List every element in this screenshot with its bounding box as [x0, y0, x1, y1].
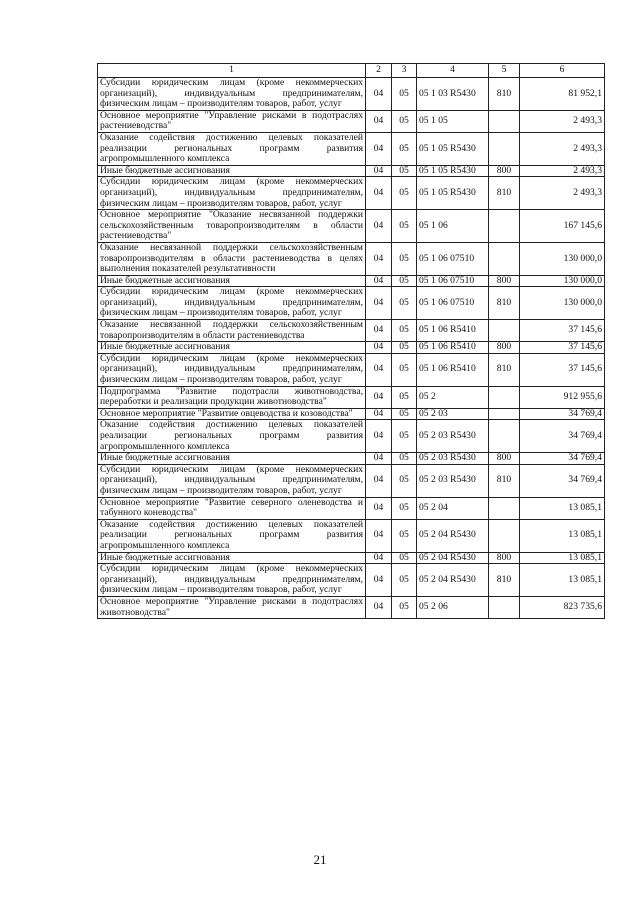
row-target-code-cell: 05 1 06 [417, 210, 489, 243]
row-subsection-cell: 05 [392, 464, 417, 497]
row-amount-cell: 13 085,1 [520, 564, 605, 597]
table-row [98, 519, 605, 552]
row-section-cell: 04 [366, 132, 392, 165]
row-name-cell: Основное мероприятие "Управление рисками в подотраслях растениеводства" [98, 110, 366, 132]
table-row [98, 320, 605, 342]
table-row [98, 564, 605, 597]
table-row [98, 110, 605, 132]
row-expense-type-cell [489, 408, 520, 420]
row-name-cell: Иные бюджетные ассигнования [98, 275, 366, 287]
row-name-cell: Оказание содействия достижению целевых показателей реализации региональных программ развития агропромышленного комплекса [98, 519, 366, 552]
row-expense-type-cell [489, 320, 520, 342]
row-amount-cell: 37 145,6 [520, 342, 605, 354]
row-target-code-cell: 05 2 03 R5430 [417, 420, 489, 453]
row-target-code-cell: 05 1 06 07510 [417, 287, 489, 320]
row-name-cell: Оказание содействия достижению целевых показателей реализации региональных программ развития агропромышленного комплекса [98, 420, 366, 453]
row-expense-type-cell [489, 519, 520, 552]
row-section-cell: 04 [366, 320, 392, 342]
row-section-cell: 04 [366, 78, 392, 111]
row-amount-cell: 167 145,6 [520, 210, 605, 243]
table-row [98, 177, 605, 210]
header-cell-expense-type: 5 [489, 64, 520, 78]
row-expense-type-cell [489, 386, 520, 408]
row-expense-type-cell [489, 596, 520, 618]
table-row [98, 287, 605, 320]
row-expense-type-cell [489, 497, 520, 519]
table-row [98, 386, 605, 408]
row-subsection-cell: 05 [392, 242, 417, 275]
row-target-code-cell: 05 2 06 [417, 596, 489, 618]
row-section-cell: 04 [366, 110, 392, 132]
row-expense-type-cell: 800 [489, 275, 520, 287]
row-section-cell: 04 [366, 165, 392, 177]
row-name-cell: Субсидии юридическим лицам (кроме некоммерческих организаций), индивидуальным предпринимателям, физическим лицам – производителям товаров, работ, услуг [98, 464, 366, 497]
row-subsection-cell: 05 [392, 287, 417, 320]
row-target-code-cell: 05 1 06 R5410 [417, 342, 489, 354]
row-name-cell: Основное мероприятие "Развитие северного оленеводства и табунного коневодства" [98, 497, 366, 519]
table-row [98, 242, 605, 275]
row-target-code-cell: 05 2 04 R5430 [417, 552, 489, 564]
row-subsection-cell: 05 [392, 420, 417, 453]
row-target-code-cell: 05 1 06 07510 [417, 242, 489, 275]
row-subsection-cell: 05 [392, 564, 417, 597]
row-section-cell: 04 [366, 420, 392, 453]
row-expense-type-cell: 800 [489, 165, 520, 177]
row-target-code-cell: 05 1 03 R5430 [417, 78, 489, 111]
row-section-cell: 04 [366, 353, 392, 386]
table-row [98, 132, 605, 165]
row-name-cell: Иные бюджетные ассигнования [98, 552, 366, 564]
row-subsection-cell: 05 [392, 165, 417, 177]
row-amount-cell: 37 145,6 [520, 353, 605, 386]
budget-table-page [97, 63, 604, 619]
header-cell-target: 4 [417, 64, 489, 78]
row-name-cell: Иные бюджетные ассигнования [98, 342, 366, 354]
row-name-cell: Подпрограмма "Развитие подотрасли животноводства, переработки и реализации продукции животноводства" [98, 386, 366, 408]
row-name-cell: Иные бюджетные ассигнования [98, 165, 366, 177]
row-name-cell: Субсидии юридическим лицам (кроме некоммерческих организаций), индивидуальным предпринимателям, физическим лицам – производителям товаров, работ, услуг [98, 177, 366, 210]
row-section-cell: 04 [366, 497, 392, 519]
budget-table [97, 63, 605, 619]
row-section-cell: 04 [366, 464, 392, 497]
row-expense-type-cell: 810 [489, 287, 520, 320]
table-row [98, 408, 605, 420]
table-row [98, 78, 605, 111]
row-expense-type-cell: 810 [489, 353, 520, 386]
row-name-cell: Субсидии юридическим лицам (кроме некоммерческих организаций), индивидуальным предпринимателям, физическим лицам – производителям товаров, работ, услуг [98, 564, 366, 597]
row-amount-cell: 2 493,3 [520, 165, 605, 177]
row-expense-type-cell: 810 [489, 464, 520, 497]
row-target-code-cell: 05 2 04 [417, 497, 489, 519]
row-subsection-cell: 05 [392, 342, 417, 354]
row-target-code-cell: 05 1 05 R5430 [417, 165, 489, 177]
row-section-cell: 04 [366, 210, 392, 243]
row-amount-cell: 34 769,4 [520, 420, 605, 453]
row-amount-cell: 2 493,3 [520, 177, 605, 210]
row-subsection-cell: 05 [392, 552, 417, 564]
row-name-cell: Субсидии юридическим лицам (кроме некоммерческих организаций), индивидуальным предпринимателям, физическим лицам – производителям товаров, работ, услуг [98, 287, 366, 320]
row-subsection-cell: 05 [392, 210, 417, 243]
row-section-cell: 04 [366, 242, 392, 275]
row-subsection-cell: 05 [392, 453, 417, 465]
row-amount-cell: 34 769,4 [520, 408, 605, 420]
row-amount-cell: 2 493,3 [520, 110, 605, 132]
row-target-code-cell: 05 2 03 R5430 [417, 453, 489, 465]
row-expense-type-cell [489, 132, 520, 165]
row-section-cell: 04 [366, 552, 392, 564]
row-amount-cell: 2 493,3 [520, 132, 605, 165]
row-section-cell: 04 [366, 519, 392, 552]
row-target-code-cell: 05 1 06 R5410 [417, 353, 489, 386]
row-amount-cell: 37 145,6 [520, 320, 605, 342]
row-section-cell: 04 [366, 453, 392, 465]
page-number: 21 [313, 852, 327, 867]
row-subsection-cell: 05 [392, 408, 417, 420]
header-cell-amount: 6 [520, 64, 605, 78]
row-expense-type-cell: 810 [489, 78, 520, 111]
row-section-cell: 04 [366, 275, 392, 287]
row-target-code-cell: 05 1 05 [417, 110, 489, 132]
row-expense-type-cell: 800 [489, 342, 520, 354]
row-section-cell: 04 [366, 596, 392, 618]
row-name-cell: Основное мероприятие "Развитие овцеводства и козоводства" [98, 408, 366, 420]
row-section-cell: 04 [366, 386, 392, 408]
row-target-code-cell: 05 2 04 R5430 [417, 564, 489, 597]
row-subsection-cell: 05 [392, 275, 417, 287]
row-target-code-cell: 05 2 03 [417, 408, 489, 420]
row-expense-type-cell: 800 [489, 552, 520, 564]
row-name-cell: Основное мероприятие "Управление рисками в подотраслях животноводства" [98, 596, 366, 618]
table-row [98, 552, 605, 564]
row-section-cell: 04 [366, 287, 392, 320]
row-target-code-cell: 05 2 03 R5430 [417, 464, 489, 497]
row-name-cell: Оказание содействия достижению целевых показателей реализации региональных программ развития агропромышленного комплекса [98, 132, 366, 165]
header-cell-section: 2 [366, 64, 392, 78]
table-row [98, 275, 605, 287]
row-name-cell: Оказание несвязанной поддержки сельскохозяйственным товаропроизводителям в области растениеводства [98, 320, 366, 342]
row-section-cell: 04 [366, 408, 392, 420]
table-row [98, 453, 605, 465]
row-amount-cell: 130 000,0 [520, 242, 605, 275]
row-amount-cell: 130 000,0 [520, 275, 605, 287]
row-subsection-cell: 05 [392, 519, 417, 552]
row-amount-cell: 34 769,4 [520, 464, 605, 497]
row-expense-type-cell: 810 [489, 564, 520, 597]
row-expense-type-cell [489, 110, 520, 132]
row-section-cell: 04 [366, 177, 392, 210]
row-amount-cell: 13 085,1 [520, 519, 605, 552]
row-name-cell: Основное мероприятие "Оказание несвязанной поддержки сельскохозяйственным товаропроизводителям в области растениеводства" [98, 210, 366, 243]
row-target-code-cell: 05 1 06 07510 [417, 275, 489, 287]
row-subsection-cell: 05 [392, 177, 417, 210]
row-amount-cell: 34 769,4 [520, 453, 605, 465]
row-target-code-cell: 05 2 04 R5430 [417, 519, 489, 552]
row-section-cell: 04 [366, 564, 392, 597]
table-row [98, 497, 605, 519]
row-subsection-cell: 05 [392, 320, 417, 342]
row-expense-type-cell: 810 [489, 177, 520, 210]
row-expense-type-cell [489, 242, 520, 275]
table-row [98, 420, 605, 453]
table-row [98, 353, 605, 386]
row-amount-cell: 81 952,1 [520, 78, 605, 111]
table-row [98, 342, 605, 354]
header-cell-name: 1 [98, 64, 366, 78]
row-subsection-cell: 05 [392, 497, 417, 519]
header-row [98, 64, 605, 78]
row-subsection-cell: 05 [392, 110, 417, 132]
row-name-cell: Субсидии юридическим лицам (кроме некоммерческих организаций), индивидуальным предпринимателям, физическим лицам – производителям товаров, работ, услуг [98, 353, 366, 386]
row-name-cell: Субсидии юридическим лицам (кроме некоммерческих организаций), индивидуальным предпринимателям, физическим лицам – производителям товаров, работ, услуг [98, 78, 366, 111]
row-subsection-cell: 05 [392, 596, 417, 618]
row-expense-type-cell [489, 420, 520, 453]
row-amount-cell: 13 085,1 [520, 552, 605, 564]
row-name-cell: Оказание несвязанной поддержки сельскохозяйственным товаропроизводителям в области растениеводства в целях выполнения показателей результативности [98, 242, 366, 275]
row-subsection-cell: 05 [392, 132, 417, 165]
table-row [98, 165, 605, 177]
row-amount-cell: 823 735,6 [520, 596, 605, 618]
row-target-code-cell: 05 1 06 R5410 [417, 320, 489, 342]
row-section-cell: 04 [366, 342, 392, 354]
row-target-code-cell: 05 1 05 R5430 [417, 177, 489, 210]
table-row [98, 210, 605, 243]
row-amount-cell: 130 000,0 [520, 287, 605, 320]
row-subsection-cell: 05 [392, 386, 417, 408]
row-subsection-cell: 05 [392, 353, 417, 386]
row-name-cell: Иные бюджетные ассигнования [98, 453, 366, 465]
row-amount-cell: 912 955,6 [520, 386, 605, 408]
row-expense-type-cell [489, 210, 520, 243]
row-amount-cell: 13 085,1 [520, 497, 605, 519]
row-target-code-cell: 05 2 [417, 386, 489, 408]
header-cell-subsection: 3 [392, 64, 417, 78]
row-subsection-cell: 05 [392, 78, 417, 111]
table-row [98, 464, 605, 497]
table-row [98, 596, 605, 618]
row-expense-type-cell: 800 [489, 453, 520, 465]
row-target-code-cell: 05 1 05 R5430 [417, 132, 489, 165]
